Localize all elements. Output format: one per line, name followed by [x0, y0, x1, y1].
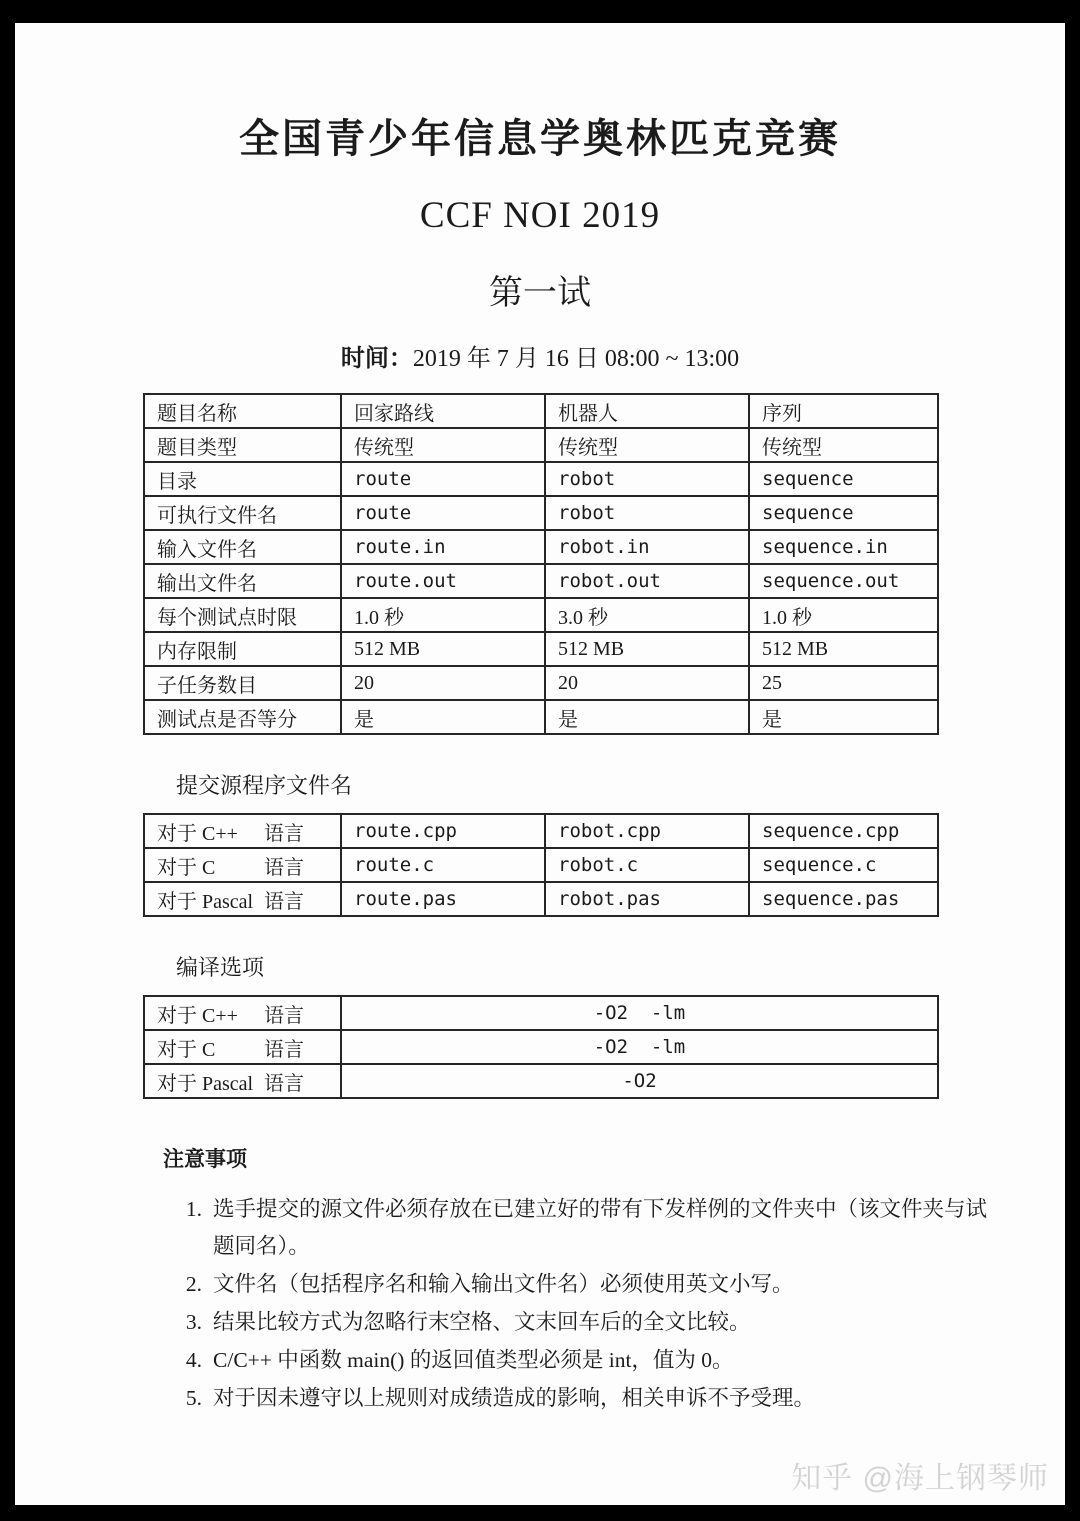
table-row	[144, 462, 938, 496]
item-number: 1.	[185, 1197, 202, 1221]
item-number: 4.	[185, 1348, 202, 1372]
row-label: 内存限制	[144, 632, 341, 666]
label-prefix: 对于	[157, 1004, 197, 1027]
cell: route.pas	[341, 882, 545, 916]
table-row	[144, 848, 938, 882]
time-label: 时间：	[340, 345, 413, 372]
row-label: 题目名称	[144, 394, 341, 428]
cell: 512 MB	[545, 632, 749, 666]
cell: route.c	[341, 848, 545, 882]
table-row	[144, 666, 938, 700]
label-prefix: 对于	[157, 1072, 197, 1095]
compile-option-value: -O2	[341, 1064, 938, 1098]
compile-option-value: -O2 -lm	[341, 1030, 938, 1064]
label-lang: C++	[202, 822, 238, 845]
cell: 是	[545, 700, 749, 734]
table-row	[144, 632, 938, 666]
cell: robot.out	[545, 564, 749, 598]
table-row	[144, 428, 938, 462]
source-files-table	[143, 813, 939, 917]
row-label	[144, 882, 341, 916]
label-prefix: 对于	[157, 856, 197, 879]
label-lang: Pascal	[202, 890, 254, 913]
label-prefix: 对于	[157, 1038, 197, 1061]
compile-options-heading: 编译选项	[176, 955, 265, 980]
label-suffix: 语言	[264, 1072, 304, 1095]
label-lang: C++	[202, 1004, 238, 1027]
cell: sequence.pas	[749, 882, 938, 916]
cell: 是	[341, 700, 545, 734]
row-label: 输入文件名	[144, 530, 341, 564]
source-files-heading: 提交源程序文件名	[176, 773, 353, 798]
cell: 20	[341, 666, 545, 700]
notes-heading: 注意事项	[163, 1148, 247, 1171]
list-item	[178, 1191, 1065, 1265]
cell: 25	[749, 666, 938, 700]
cell: robot	[545, 462, 749, 496]
page-title: 全国青少年信息学奥林匹克竞赛	[239, 117, 841, 161]
row-label	[144, 996, 341, 1030]
table-row	[144, 1064, 938, 1098]
label-lang: Pascal	[202, 1072, 254, 1095]
label-suffix: 语言	[264, 1004, 304, 1027]
label-suffix: 语言	[264, 1038, 304, 1061]
cell: sequence.cpp	[749, 814, 938, 848]
cell: 传统型	[749, 428, 938, 462]
row-label: 每个测试点时限	[144, 598, 341, 632]
item-text: C/C++ 中函数 main() 的返回值类型必须是 int，值为 0。	[213, 1348, 734, 1372]
table-row	[144, 564, 938, 598]
item-number: 2.	[185, 1272, 202, 1296]
label-suffix: 语言	[264, 822, 304, 845]
cell: route	[341, 496, 545, 530]
document-page	[15, 23, 1065, 1505]
time-line	[15, 338, 1065, 373]
cell: robot.c	[545, 848, 749, 882]
cell: robot.cpp	[545, 814, 749, 848]
row-label	[144, 814, 341, 848]
cell: 1.0 秒	[341, 598, 545, 632]
compile-option-value: -O2 -lm	[341, 996, 938, 1030]
row-label: 输出文件名	[144, 564, 341, 598]
label-lang: C	[202, 1038, 216, 1061]
table-row	[144, 700, 938, 734]
table-row	[144, 1030, 938, 1064]
row-label	[144, 1030, 341, 1064]
cell: 20	[545, 666, 749, 700]
cell: 是	[749, 700, 938, 734]
cell: 回家路线	[341, 394, 545, 428]
item-text: 文件名（包括程序名和输入输出文件名）必须使用英文小写。	[213, 1272, 794, 1296]
cell: route	[341, 462, 545, 496]
item-text: 结果比较方式为忽略行末空格、文末回车后的全文比较。	[213, 1310, 751, 1334]
table-row	[144, 882, 938, 916]
cell: 传统型	[341, 428, 545, 462]
cell: route.out	[341, 564, 545, 598]
watermark: 知乎 @海上钢琴师	[791, 1462, 1049, 1495]
cell: sequence.in	[749, 530, 938, 564]
cell: 512 MB	[749, 632, 938, 666]
cell: route.cpp	[341, 814, 545, 848]
cell: robot.in	[545, 530, 749, 564]
row-label: 题目类型	[144, 428, 341, 462]
label-suffix: 语言	[264, 856, 304, 879]
item-number: 5.	[185, 1386, 202, 1410]
item-number: 3.	[185, 1310, 202, 1334]
table-row	[144, 996, 938, 1030]
row-label	[144, 848, 341, 882]
contest-name: CCF NOI 2019	[419, 195, 661, 236]
label-suffix: 语言	[264, 890, 304, 913]
cell: route.in	[341, 530, 545, 564]
list-item	[178, 1304, 1065, 1341]
cell: 3.0 秒	[545, 598, 749, 632]
cell: sequence.out	[749, 564, 938, 598]
notes-list	[15, 1191, 1065, 1417]
time-value: 2019 年 7 月 16 日 08:00 ~ 13:00	[412, 346, 740, 372]
problems-table	[143, 393, 939, 735]
table-row	[144, 814, 938, 848]
list-item	[178, 1342, 1065, 1379]
row-label: 可执行文件名	[144, 496, 341, 530]
list-item	[178, 1380, 1065, 1417]
item-text: 对于因未遵守以上规则对成绩造成的影响，相关申诉不予受理。	[213, 1386, 816, 1410]
row-label: 目录	[144, 462, 341, 496]
row-label: 测试点是否等分	[144, 700, 341, 734]
cell: sequence	[749, 462, 938, 496]
table-row	[144, 530, 938, 564]
cell: 512 MB	[341, 632, 545, 666]
cell: 传统型	[545, 428, 749, 462]
cell: robot	[545, 496, 749, 530]
session-title: 第一试	[489, 275, 591, 312]
row-label	[144, 1064, 341, 1098]
list-item	[178, 1266, 1065, 1303]
table-row	[144, 598, 938, 632]
cell: sequence.c	[749, 848, 938, 882]
cell: 序列	[749, 394, 938, 428]
row-label: 子任务数目	[144, 666, 341, 700]
label-prefix: 对于	[157, 822, 197, 845]
table-row	[144, 496, 938, 530]
cell: 机器人	[545, 394, 749, 428]
label-prefix: 对于	[157, 890, 197, 913]
label-lang: C	[202, 856, 216, 879]
table-row	[144, 394, 938, 428]
cell: robot.pas	[545, 882, 749, 916]
cell: 1.0 秒	[749, 598, 938, 632]
compile-options-table	[143, 995, 939, 1099]
item-text: 选手提交的源文件必须存放在已建立好的带有下发样例的文件夹中（该文件夹与试题同名）。	[213, 1197, 988, 1258]
cell: sequence	[749, 496, 938, 530]
